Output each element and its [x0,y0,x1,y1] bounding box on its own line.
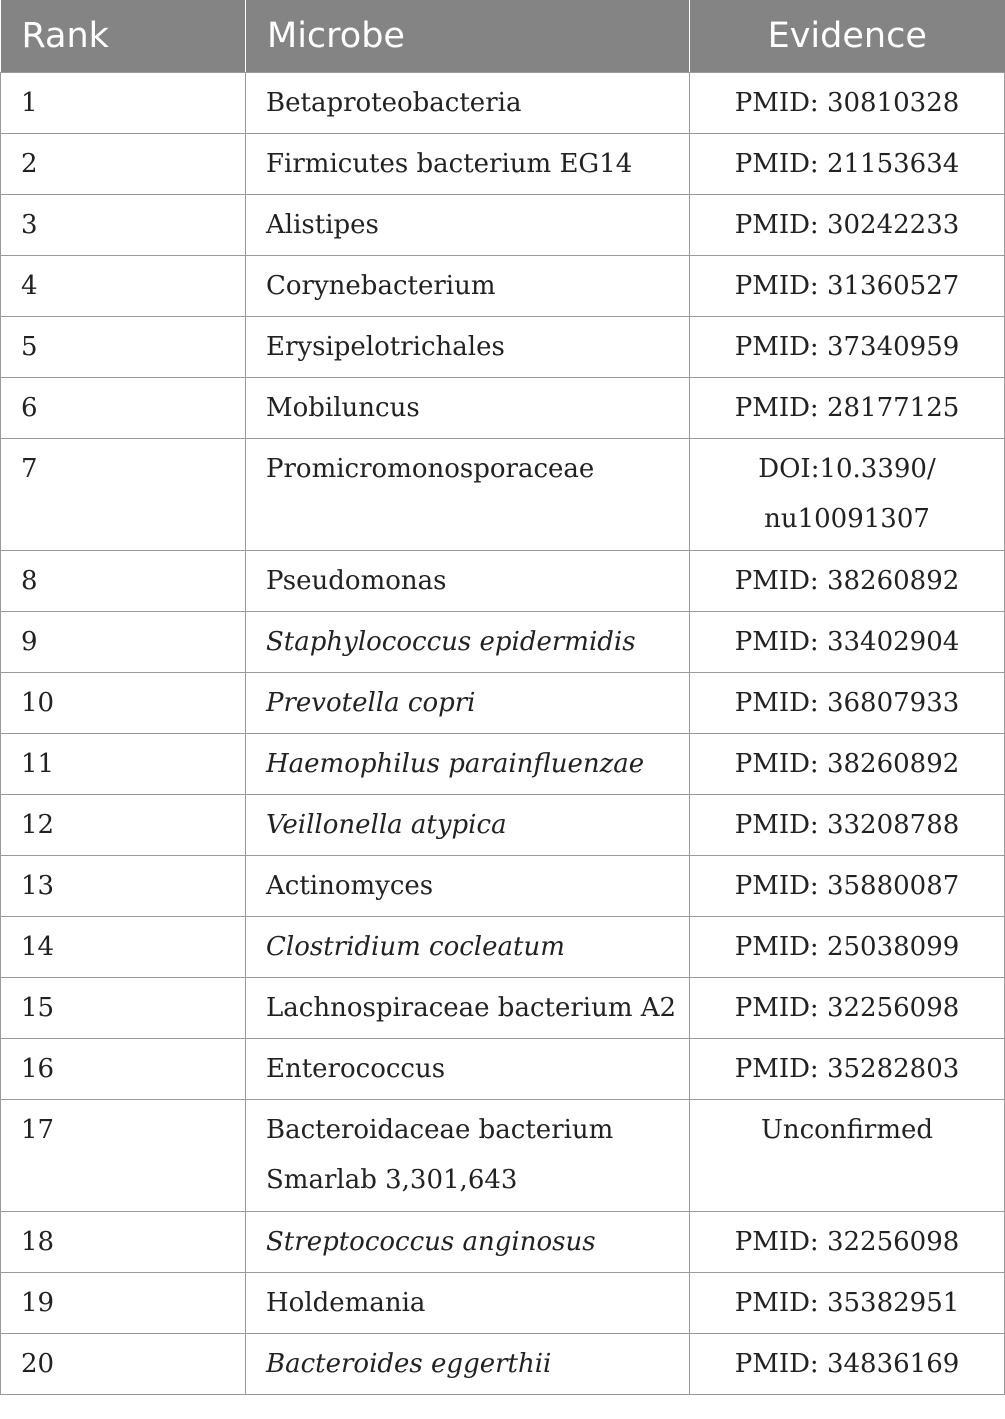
header-microbe: Microbe [246,0,690,72]
rank-cell: 6 [1,377,246,438]
rank-cell: 8 [1,550,246,611]
rank-cell: 10 [1,672,246,733]
evidence-cell: PMID: 32256098 [690,977,1005,1038]
evidence-cell: PMID: 35382951 [690,1272,1005,1333]
rank-cell: 4 [1,255,246,316]
microbe-cell: Staphylococcus epidermidis [246,611,690,672]
microbe-cell: Mobiluncus [246,377,690,438]
evidence-cell: Unconfirmed [690,1099,1005,1211]
microbe-cell: Promicromonosporaceae [246,438,690,550]
rank-cell: 1 [1,72,246,133]
rank-cell: 7 [1,438,246,550]
microbe-cell: Betaproteobacteria [246,72,690,133]
table-row [1,72,1005,133]
table-row [1,916,1005,977]
microbe-cell: Corynebacterium [246,255,690,316]
evidence-cell: DOI:10.3390/ nu10091307 [690,438,1005,550]
evidence-cell: PMID: 25038099 [690,916,1005,977]
microbe-cell: Haemophilus parainfluenzae [246,733,690,794]
table-row [1,1333,1005,1394]
microbe-cell: Lachnospiraceae bacterium A2 [246,977,690,1038]
table-row [1,377,1005,438]
rank-cell: 16 [1,1038,246,1099]
rank-cell: 20 [1,1333,246,1394]
microbe-cell: Bacteroides eggerthii [246,1333,690,1394]
table-row [1,672,1005,733]
rank-cell: 9 [1,611,246,672]
table-row [1,855,1005,916]
rank-cell: 2 [1,133,246,194]
microbe-cell: Alistipes [246,194,690,255]
rank-cell: 3 [1,194,246,255]
table-row [1,1038,1005,1099]
header-row [1,0,1005,72]
rank-cell: 14 [1,916,246,977]
evidence-cell: PMID: 21153634 [690,133,1005,194]
evidence-cell: PMID: 35282803 [690,1038,1005,1099]
microbe-cell: Prevotella copri [246,672,690,733]
rank-cell: 13 [1,855,246,916]
evidence-cell: PMID: 30242233 [690,194,1005,255]
table-row [1,1272,1005,1333]
microbe-cell: Firmicutes bacterium EG14 [246,133,690,194]
table-row [1,733,1005,794]
header-rank: Rank [1,0,246,72]
microbe-cell: Bacteroidaceae bacterium Smarlab 3,301,643 [246,1099,690,1211]
evidence-cell: PMID: 35880087 [690,855,1005,916]
table-row [1,611,1005,672]
microbe-cell: Actinomyces [246,855,690,916]
rank-cell: 15 [1,977,246,1038]
table-row [1,1211,1005,1272]
table-row [1,550,1005,611]
microbe-cell: Holdemania [246,1272,690,1333]
evidence-cell: PMID: 33402904 [690,611,1005,672]
rank-cell: 18 [1,1211,246,1272]
table-row [1,977,1005,1038]
table-row [1,794,1005,855]
rank-cell: 11 [1,733,246,794]
evidence-cell: PMID: 28177125 [690,377,1005,438]
microbe-cell: Veillonella atypica [246,794,690,855]
evidence-cell: PMID: 31360527 [690,255,1005,316]
evidence-cell: PMID: 34836169 [690,1333,1005,1394]
table-header [1,0,1005,72]
evidence-cell: PMID: 33208788 [690,794,1005,855]
evidence-cell: PMID: 37340959 [690,316,1005,377]
rank-cell: 12 [1,794,246,855]
evidence-cell: PMID: 30810328 [690,72,1005,133]
header-evidence: Evidence [690,0,1005,72]
rank-cell: 17 [1,1099,246,1211]
evidence-cell: PMID: 36807933 [690,672,1005,733]
evidence-cell: PMID: 32256098 [690,1211,1005,1272]
table-row [1,133,1005,194]
table-row [1,438,1005,550]
microbe-cell: Pseudomonas [246,550,690,611]
evidence-cell: PMID: 38260892 [690,550,1005,611]
rank-cell: 19 [1,1272,246,1333]
table-row [1,194,1005,255]
evidence-cell: PMID: 38260892 [690,733,1005,794]
microbe-cell: Erysipelotrichales [246,316,690,377]
microbe-cell: Streptococcus anginosus [246,1211,690,1272]
microbe-cell: Clostridium cocleatum [246,916,690,977]
table-row [1,255,1005,316]
table-row [1,1099,1005,1211]
microbe-cell: Enterococcus [246,1038,690,1099]
table-body [1,72,1005,1394]
rank-cell: 5 [1,316,246,377]
table-row [1,316,1005,377]
